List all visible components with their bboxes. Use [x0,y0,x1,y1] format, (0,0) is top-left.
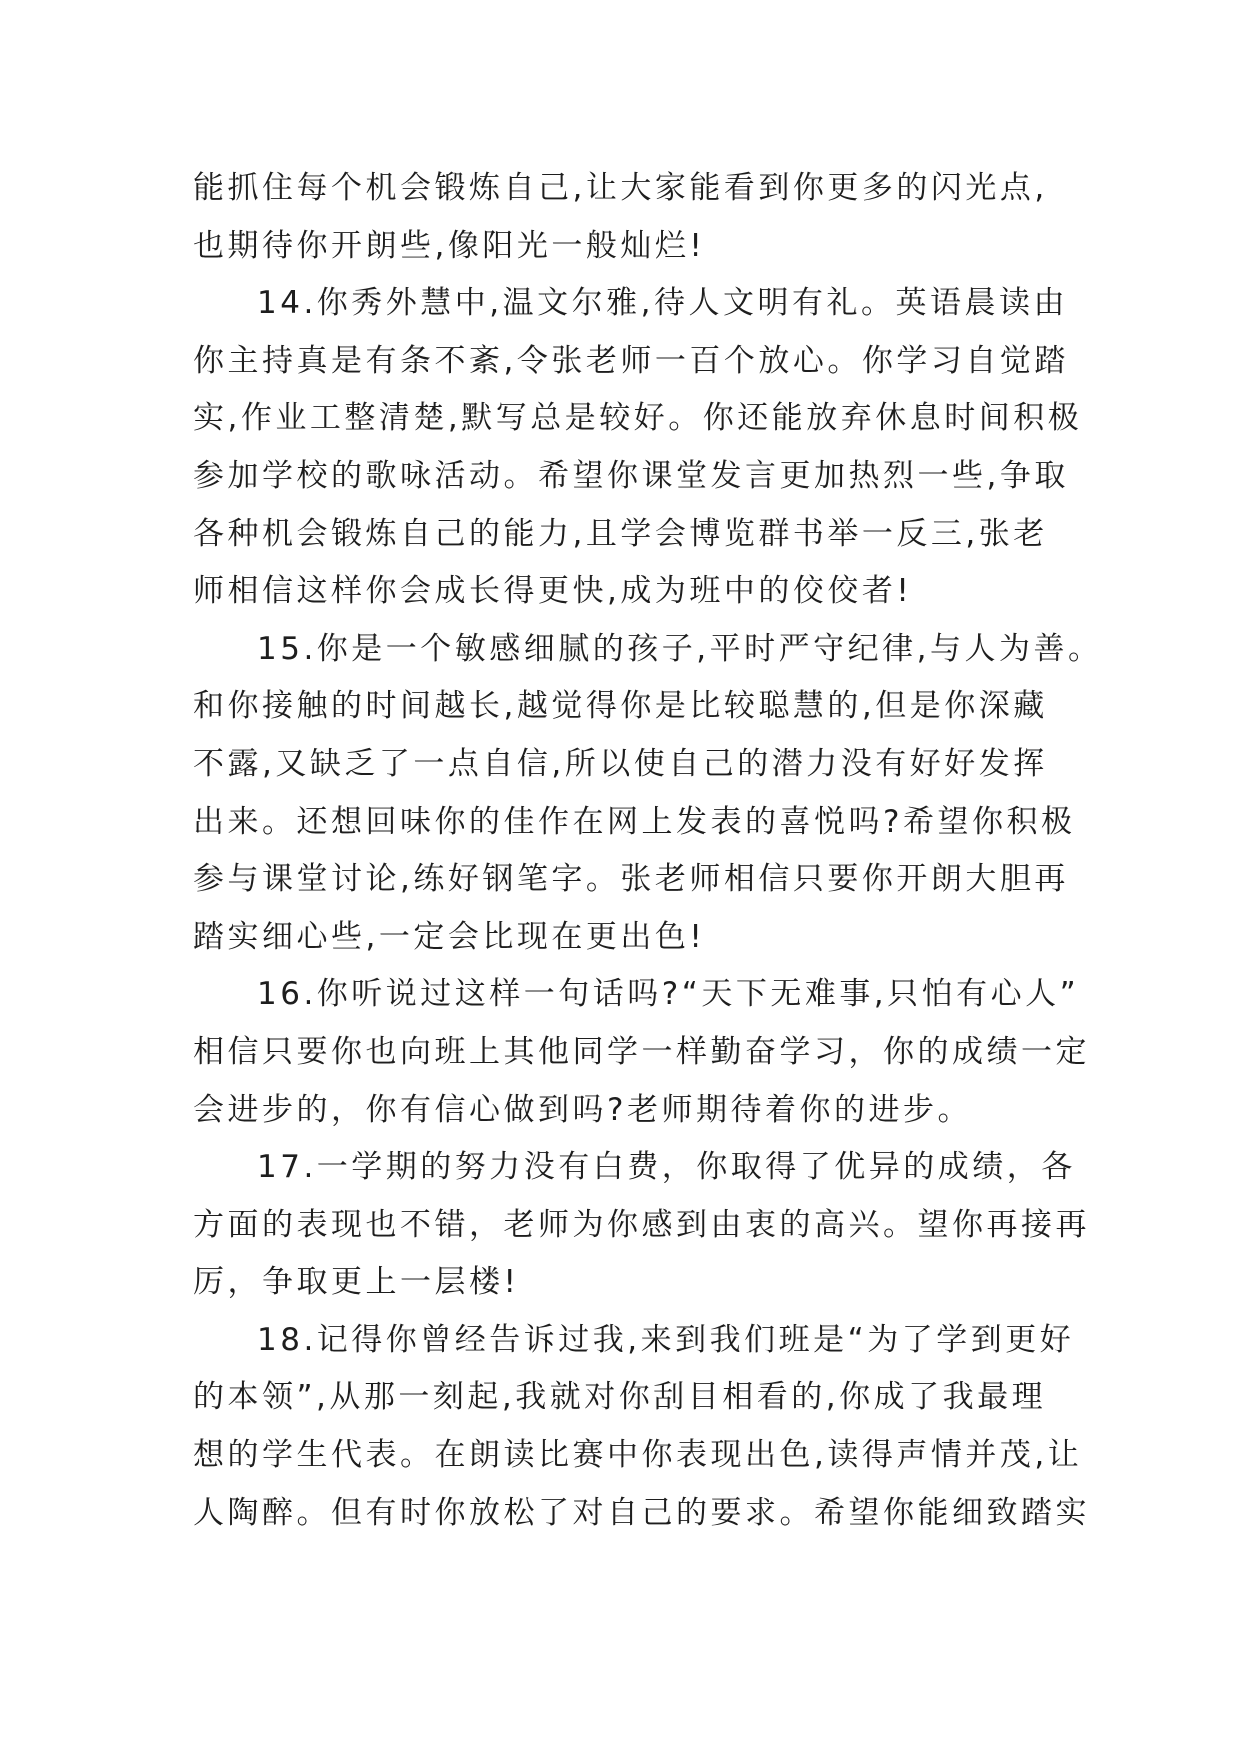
text-line: 你主持真是有条不紊,令张老师一百个放心。你学习自觉踏 [193,342,1069,379]
document-body [193,160,1103,1542]
text-line: 能抓住每个机会锻炼自己,让大家能看到你更多的闪光点, [193,170,1048,206]
text-line: 厉，争取更上一层楼! [193,1264,520,1301]
text-line: 各种机会锻炼自己的能力,且学会博览群书举一反三,张老 [193,515,1048,552]
text-line: 也期待你开朗些,像阳光一般灿烂! [193,227,706,264]
text-line: 15.你是一个敏感细腻的孩子,平时严守纪律,与人为善。 [257,630,1103,667]
text-line: 14.你秀外慧中,温文尔雅,待人文明有礼。英语晨读由 [257,285,1069,322]
text-line: 参与课堂讨论,练好钢笔字。张老师相信只要你开朗大胆再 [193,861,1069,898]
text-line: 的本领”,从那一刻起,我就对你刮目相看的,你成了我最理 [193,1379,1047,1416]
text-line: 踏实细心些,一定会比现在更出色! [193,918,706,955]
text-line: 和你接触的时间越长,越觉得你是比较聪慧的,但是你深藏 [193,688,1048,725]
text-line: 16.你听说过这样一句话吗?“天下无难事,只怕有心人” [257,976,1080,1013]
text-line: 18.记得你曾经告诉过我,来到我们班是“为了学到更好 [257,1321,1075,1358]
text-line: 参加学校的歌咏活动。希望你课堂发言更加热烈一些,争取 [193,457,1069,494]
text-line: 相信只要你也向班上其他同学一样勤奋学习，你的成绩一定 [193,1033,1090,1070]
text-line: 实,作业工整清楚,默写总是较好。你还能放弃休息时间积极 [193,400,1083,437]
text-line: 17.一学期的努力没有白费，你取得了优异的成绩，各 [257,1149,1076,1186]
text-line: 师相信这样你会成长得更快,成为班中的佼佼者! [193,573,913,610]
text-line: 出来。还想回味你的佳作在网上发表的喜悦吗?希望你积极 [193,803,1076,840]
text-line: 会进步的，你有信心做到吗?老师期待着你的进步。 [193,1091,972,1128]
text-line: 方面的表现也不错，老师为你感到由衷的高兴。望你再接再 [193,1206,1090,1243]
text-line: 人陶醉。但有时你放松了对自己的要求。希望你能细致踏实 [193,1494,1090,1531]
text-line: 不露,又缺乏了一点自信,所以使自己的潜力没有好好发挥 [193,745,1048,782]
text-line: 想的学生代表。在朗读比赛中你表现出色,读得声情并茂,让 [193,1437,1083,1474]
